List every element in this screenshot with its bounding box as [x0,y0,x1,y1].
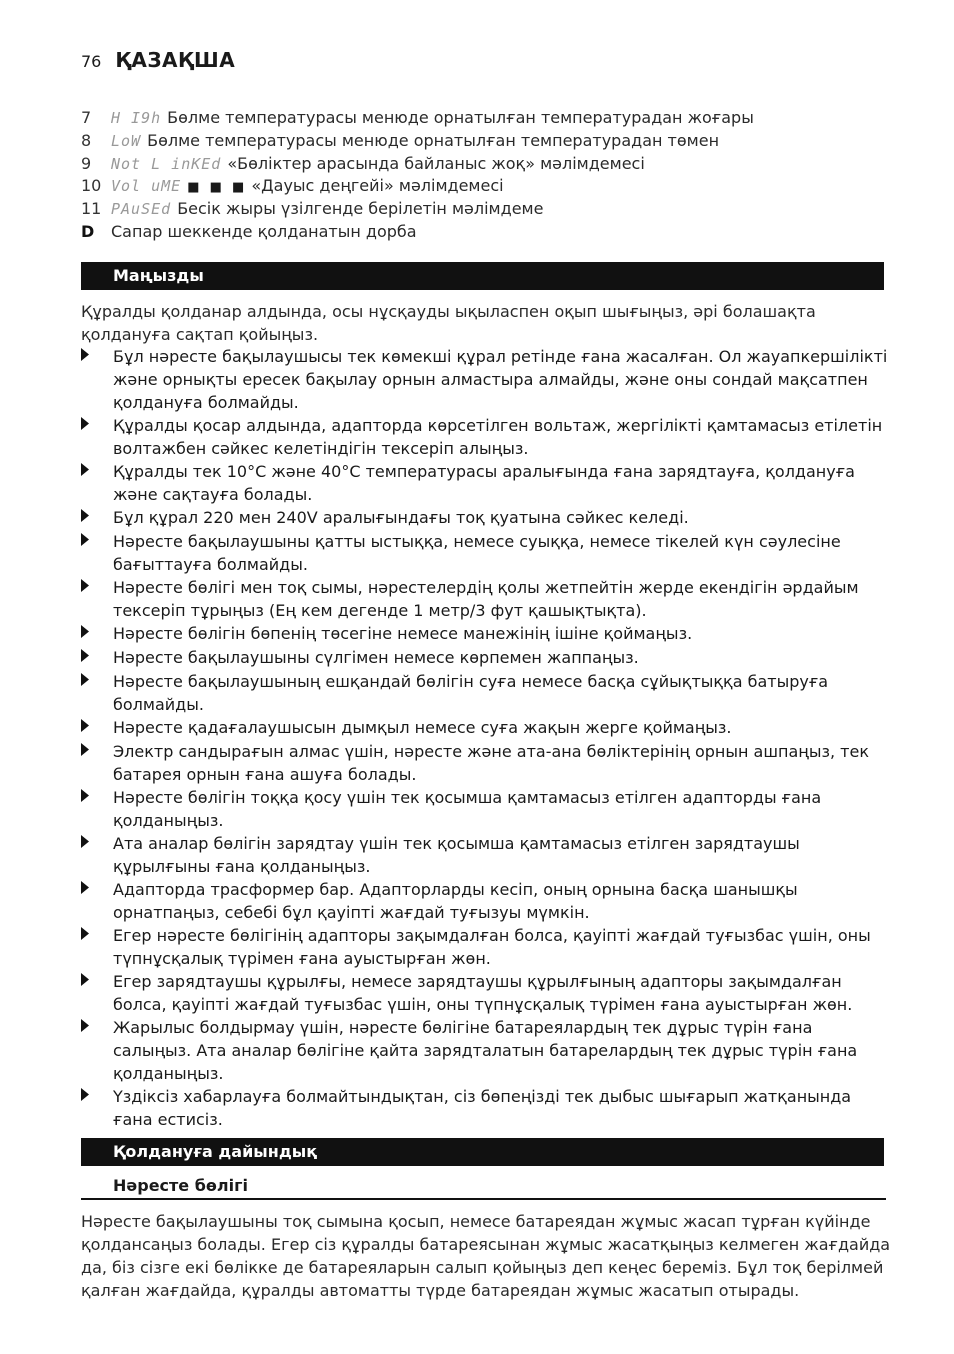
right-triangle-bullet-icon [81,506,113,530]
bullet-text: Нәресте бақылаушыны қатты ыстыққа, немесе суыққа, немесе тікелей күн сәулесіне бағыттауға болмайды. [113,532,841,574]
legend-number: 8 [81,130,92,150]
bullet-text: Бұл нәресте бақылаушысы тек көмекші құрал ретінде ғана жасалған. Ол жауапкершілікті және орнықты ересек бақылау орнын алмастыра алмайды, және оны сондай мақсатпен қолдануға болмайды. [113,347,888,412]
legend-text: Сапар шеккенде қолданатын дорба [111,221,417,241]
bullet-text: Егер зарядтаушы құрылғы, немесе зарядтаушы құрылғының адапторы зақымдалған болса, қауіпті жағдай туғызбас үшін, оны түпнұсқалық түрімен ғана ауыстырған жөн. [113,972,853,1014]
bullet-item [81,530,891,576]
lcd-display-text: LoW [111,131,142,150]
lcd-display-text: PAuSEd [111,200,172,219]
legend-item [81,108,891,131]
right-triangle-bullet-icon [81,716,113,740]
right-triangle-bullet-icon [81,414,113,438]
bullet-text: Электр сандырағын алмас үшін, нәресте және ата-ана бөліктерінің орнын ашпаңыз, тек батарея орнын ғана ашуға болады. [113,742,869,784]
bullet-item [81,1085,891,1131]
bullet-text: Нәресте бөлігін тоққа қосу үшін тек қосымша қамтамасыз етілген адапторды ғана қолданыңыз. [113,788,822,830]
right-triangle-bullet-icon [81,1085,113,1109]
section-bar-important [81,262,884,290]
right-triangle-bullet-icon [81,345,113,369]
legend-number: D [81,221,95,241]
legend-item [81,199,891,222]
bullet-text: Үздіксіз хабарлауға болмайтындықтан, сіз бөпеңізді тек дыбыс шығарып жатқанында ғана естисіз. [113,1087,852,1129]
bullet-text: Нәресте бөлігін бөпенің төсегіне немесе манежінің ішіне қоймаңыз. [113,624,693,643]
bullet-item [81,832,891,878]
bullet-item [81,414,891,460]
subsection-heading-baby-unit [81,1173,886,1200]
bullet-item [81,1016,891,1085]
legend-text: «Дауыс деңгейі» мәлімдемесі [251,176,504,196]
section-title-preparation: Қолдануға дайындық [113,1142,318,1161]
right-triangle-bullet-icon [81,786,113,810]
bullet-text: Нәресте қадағалаушысын дымқыл немесе суға жақын жерге қоймаңыз. [113,718,732,737]
right-triangle-bullet-icon [81,970,113,994]
bullet-item [81,622,891,646]
subsection-title: Нәресте бөлігі [113,1176,248,1195]
right-triangle-bullet-icon [81,622,113,646]
bullet-item [81,970,891,1016]
bullet-text: Нәресте бақылаушыны сүлгімен немесе көрпемен жаппаңыз. [113,648,639,667]
bullet-text: Құралды тек 10°C және 40°C температурасы аралығында ғана зарядтауға, қолдануға және сақтауға болады. [113,462,855,504]
lcd-display-text: Not L inKEd [111,154,222,173]
bullet-item [81,786,891,832]
legend-text: «Бөліктер арасында байланыс жоқ» мәлімдемесі [227,153,645,173]
legend-text: Бөлме температурасы менюде орнатылған температурадан төмен [147,130,720,150]
legend-text: Бөлме температурасы менюде орнатылған температурадан жоғары [167,108,754,127]
bullet-item [81,646,891,670]
bullet-item [81,460,891,506]
display-legend-list [81,108,891,245]
right-triangle-bullet-icon [81,740,113,764]
right-triangle-bullet-icon [81,1016,113,1040]
baby-unit-paragraph: Нәресте бақылаушыны тоқ сымына қосып, немесе батареядан жұмыс жасап тұрған күйінде қолдансаңыз болады. Егер сіз құралды батареясынан жұмыс жасатқыңыз келмеген жағдайда да, біз сізге екі бөлікке де батареяларын салып қойыңыз деп кеңес береміз. Бұл тоқ берілмей қалған жағдайда, құралды автоматты түрде батареядан жұмыс жасатып отырады. [81,1212,891,1300]
legend-item [81,222,891,245]
right-triangle-bullet-icon [81,576,113,600]
language-title: ҚАЗАҚША [115,48,236,72]
right-triangle-bullet-icon [81,646,113,670]
lcd-display-text: H I9h [111,109,162,127]
legend-item [81,176,891,199]
legend-number: 7 [81,108,92,127]
right-triangle-bullet-icon [81,878,113,902]
bullet-text: Жарылыс болдырмау үшін, нәресте бөлігіне батареялардың тек дұрыс түрін ғана салыңыз. Ата аналар бөлігіне қайта зарядталатын батарелардың тек дұрыс түрін ғана қолданыңыз. [113,1018,858,1083]
volume-level-squares-icon: ■ ■ ■ [187,180,248,196]
bullet-item [81,878,891,924]
bullet-item [81,506,891,530]
right-triangle-bullet-icon [81,670,113,694]
bullet-text: Адапторда трасформер бар. Адапторларды кесіп, оның орнына басқа шанышқы орнатпаңыз, себебі бұл қауіпті жағдай туғызуы мүмкін. [113,880,798,922]
legend-item [81,131,891,154]
bullet-item [81,924,891,970]
right-triangle-bullet-icon [81,832,113,856]
bullet-text: Нәресте бөлігі мен тоқ сымы, нәрестелердің қолы жетпейтін жерде екендігін әрдайым тексеріп тұрыңыз (Ең кем дегенде 1 метр/3 фут қашықтықта). [113,578,859,620]
section-bar-preparation [81,1138,884,1166]
bullet-item [81,576,891,622]
legend-number: 11 [81,199,102,219]
section-title-important: Маңызды [113,266,204,285]
legend-text: Бесік жыры үзілгенде берілетін мәлімдеме [177,199,544,219]
right-triangle-bullet-icon [81,460,113,484]
intro-paragraph: Құралды қолданар алдында, осы нұсқауды ықыласпен оқып шығыңыз, әрі болашақта қолдануға сақтап қойыңыз. [81,302,816,344]
lcd-display-text: Vol uME [111,177,182,196]
bullet-item [81,670,891,716]
page-number: 76 [81,52,102,71]
bullet-text: Құралды қосар алдында, адапторда көрсетілген вольтаж, жергілікті қамтамасыз етілетін волтажбен сәйкес келетіндігін тексеріп алыңыз. [113,416,883,458]
bullet-item [81,716,891,740]
right-triangle-bullet-icon [81,530,113,554]
bullet-text: Егер нәресте бөлігінің адапторы зақымдалған болса, қауіпті жағдай туғызбас үшін, оны түпнұсқалық түрімен ғана ауыстырған жөн. [113,926,871,968]
bullet-text: Бұл құрал 220 мен 240V аралығындағы тоқ қуатына сәйкес келеді. [113,508,689,527]
legend-item [81,154,891,177]
right-triangle-bullet-icon [81,924,113,948]
bullet-item [81,740,891,786]
bullet-item [81,345,891,414]
page-header [81,48,235,72]
legend-number: 10 [81,176,102,196]
bullet-text: Нәресте бақылаушының ешқандай бөлігін суға немесе басқа сұйықтыққа батыруға болмайды. [113,672,829,714]
legend-number: 9 [81,153,92,173]
bullet-text: Ата аналар бөлігін зарядтау үшін тек қосымша қамтамасыз етілген зарядтаушы құрылғыны ғана қолданыңыз. [113,834,800,876]
safety-bullet-list [81,345,891,1131]
